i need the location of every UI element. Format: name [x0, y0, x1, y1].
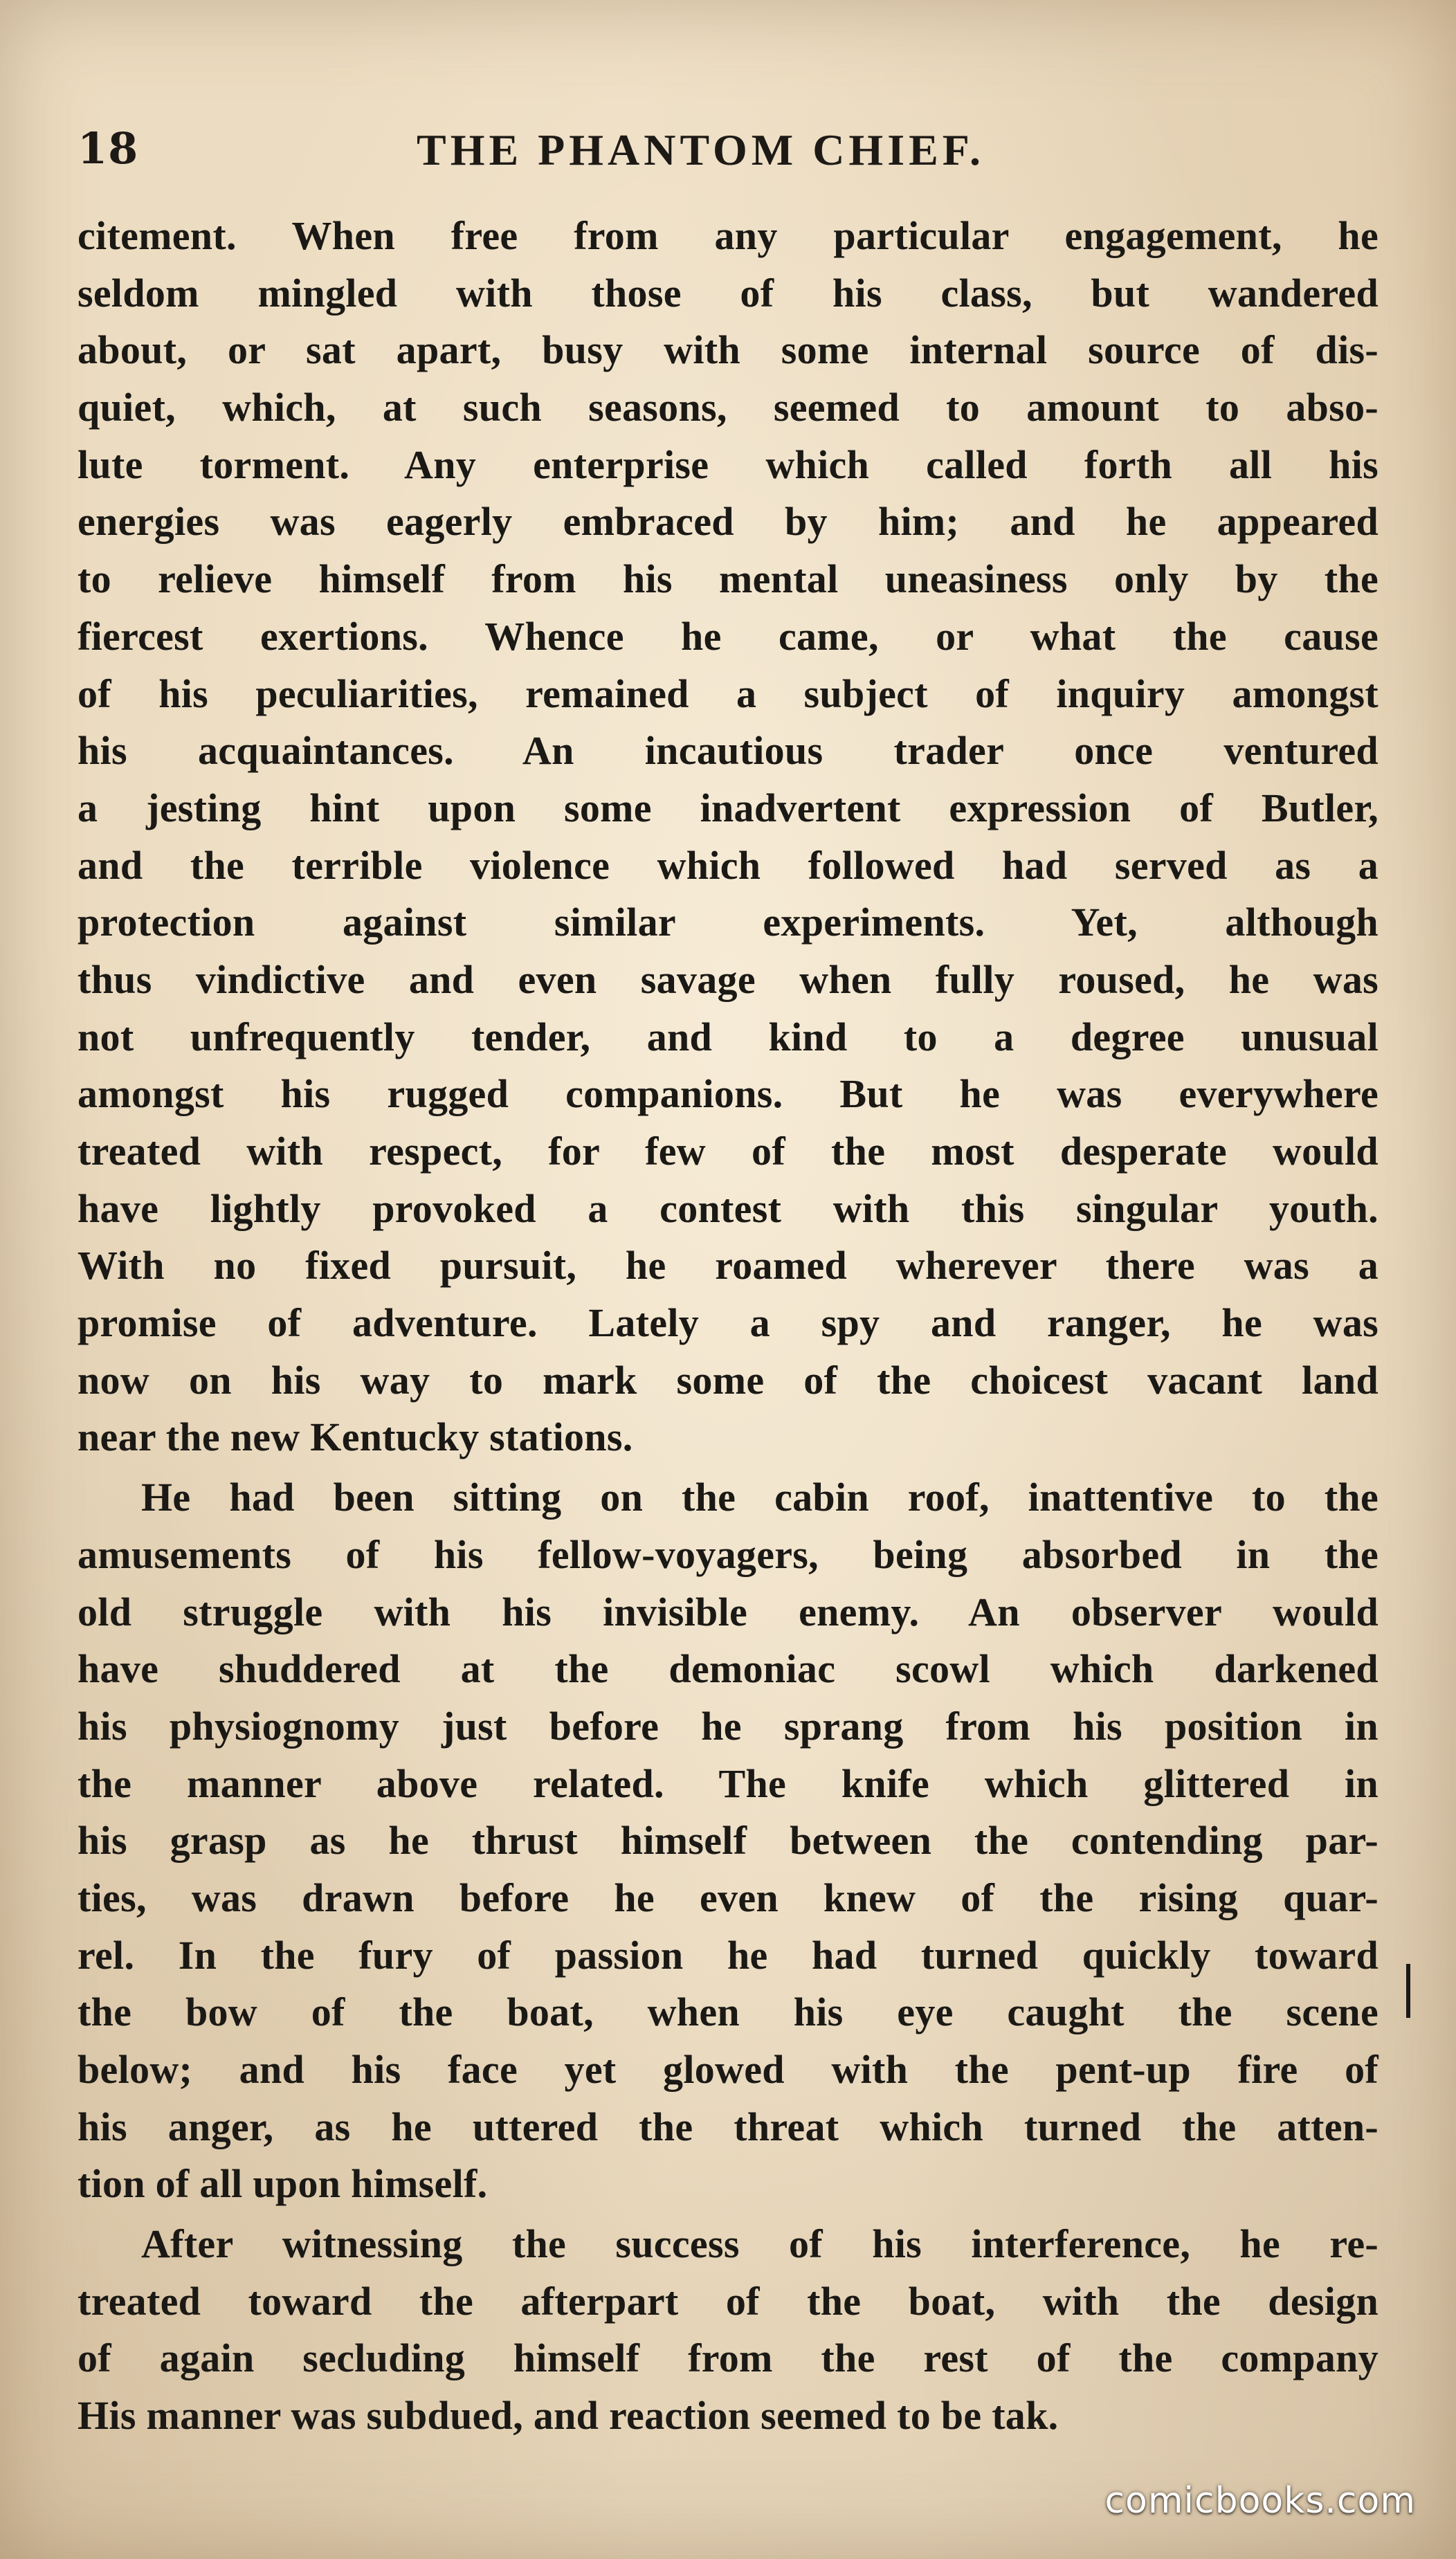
text-line: not unfrequently tender, and kind to a degree unusual [78, 1014, 1378, 1059]
text-line: of again secluding himself from the rest of the company [78, 2335, 1378, 2381]
text-line: amongst his rugged companions. But he was everywhere [78, 1071, 1378, 1117]
text-line: energies was eagerly embraced by him; and he appeared [78, 499, 1378, 545]
paragraph [78, 2216, 1378, 2445]
text-line: his grasp as he thrust himself between the contending par- [78, 1818, 1378, 1864]
text-line: thus vindictive and even savage when fully roused, he was [78, 956, 1378, 1002]
paragraph [78, 1469, 1378, 2213]
text-line: about, or sat apart, busy with some internal source of dis- [78, 327, 1378, 373]
text-line: tion of all upon himself. [78, 2161, 488, 2207]
text-line: With no fixed pursuit, he roamed wherever there was a [78, 1243, 1378, 1288]
text-line: rel. In the fury of passion he had turned quickly toward [78, 1932, 1378, 1978]
text-line: quiet, which, at such seasons, seemed to amount to abso- [78, 385, 1378, 430]
text-line: After witnessing the success of his interference, he re- [141, 2221, 1378, 2267]
text-line: near the new Kentucky stations. [78, 1414, 633, 1460]
text-line: He had been sitting on the cabin roof, inattentive to the [141, 1475, 1378, 1520]
paragraph [78, 208, 1378, 1466]
text-line: fiercest exertions. Whence he came, or what the cause [78, 613, 1378, 659]
text-line: his physiognomy just before he sprang from his position in [78, 1703, 1378, 1749]
text-line: treated toward the afterpart of the boat, with the design [78, 2278, 1378, 2324]
running-title: THE PHANTOM CHIEF. [417, 125, 985, 174]
page-number: 18 [78, 123, 139, 174]
text-line: his acquaintances. An incautious trader once ventured [78, 728, 1378, 774]
text-line: old struggle with his invisible enemy. An observer would [78, 1589, 1378, 1634]
text-line: of his peculiarities, remained a subject of inquiry amongst [78, 671, 1378, 716]
text-line: lute torment. Any enterprise which called forth all his [78, 441, 1378, 487]
text-line: to relieve himself from his mental uneasiness only by the [78, 556, 1378, 602]
text-line: His manner was subdued, and reaction seemed to be tak. [78, 2393, 1059, 2439]
text-line: and the terrible violence which followed had served as a [78, 842, 1378, 888]
text-line: have shuddered at the demoniac scowl which darkened [78, 1646, 1378, 1692]
body-text [78, 208, 1378, 2445]
text-line: the manner above related. The knife which glittered in [78, 1760, 1378, 1806]
margin-mark [1406, 1964, 1410, 2018]
text-line: promise of adventure. Lately a spy and ranger, he was [78, 1300, 1378, 1346]
text-line: citement. When free from any particular engagement, he [78, 213, 1378, 258]
text-line: below; and his face yet glowed with the pent-up fire of [78, 2047, 1378, 2092]
text-line: the bow of the boat, when his eye caught the scene [78, 1989, 1378, 2035]
text-line: a jesting hint upon some inadvertent expression of Butler, [78, 785, 1378, 830]
text-line: seldom mingled with those of his class, but wandered [78, 270, 1378, 316]
running-head [78, 118, 1378, 187]
text-line: amusements of his fellow-voyagers, being absorbed in the [78, 1531, 1378, 1577]
watermark: comicbooks.com [1104, 2480, 1416, 2522]
text-line: his anger, as he uttered the threat which turned the atten- [78, 2104, 1378, 2149]
text-line: have lightly provoked a contest with this singular youth. [78, 1185, 1378, 1231]
text-line: treated with respect, for few of the most desperate would [78, 1129, 1378, 1174]
text-line: ties, was drawn before he even knew of the rising quar- [78, 1875, 1378, 1920]
text-line: protection against similar experiments. Yet, although [78, 900, 1378, 945]
text-line: now on his way to mark some of the choicest vacant land [78, 1357, 1378, 1403]
